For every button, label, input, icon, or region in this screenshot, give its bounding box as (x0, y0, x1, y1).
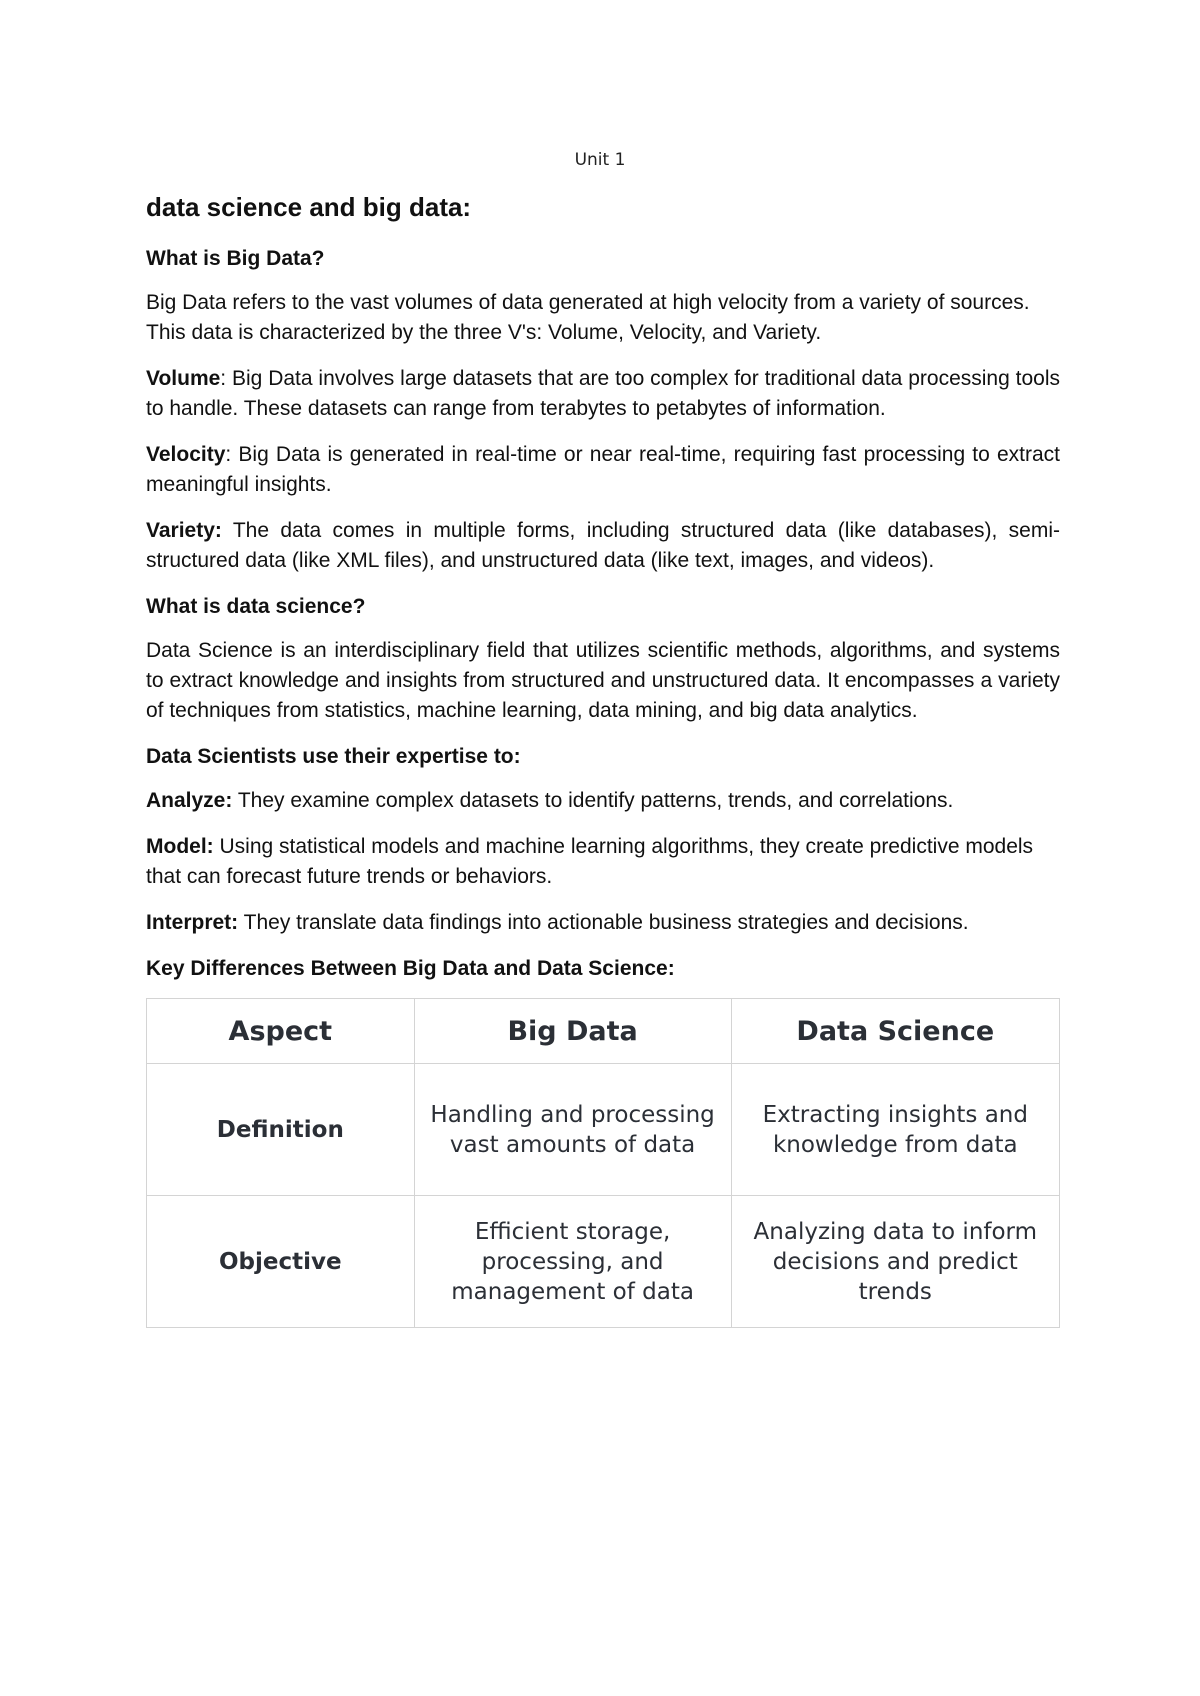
analyze-term: Analyze: (146, 789, 233, 812)
table-row (147, 1064, 1060, 1196)
page-header: Unit 1 (574, 150, 626, 170)
variety-term: Variety: (146, 519, 222, 542)
row-aspect-cell: Definition (147, 1064, 415, 1196)
volume-text: : Big Data involves large datasets that are too complex for traditional data processing tools to handle. These datasets can range from terabytes to petabytes of information. (146, 367, 1060, 420)
interpret-term: Interpret: (146, 911, 239, 934)
document-body (146, 190, 1060, 1328)
variety-paragraph (146, 516, 1060, 576)
expertise-heading: Data Scientists use their expertise to: (146, 745, 521, 768)
big-data-intro: Big Data refers to the vast volumes of data generated at high velocity from a variety of sources. This data is characterized by the three V's: Volume, Velocity, and Variety. (146, 291, 1030, 344)
analyze-text: They examine complex datasets to identify patterns, trends, and correlations. (232, 789, 954, 812)
row-aspect-cell: Objective (147, 1196, 415, 1328)
data-science-intro: Data Science is an interdisciplinary field that utilizes scientific methods, algorithms, and systems to extract knowledge and insights from structured and unstructured data. It encompasses a variety of techniques from statistics, machine learning, data mining, and big data analytics. (146, 639, 1060, 722)
model-paragraph (146, 832, 1060, 892)
row-data-science-cell: Extracting insights and knowledge from data (731, 1064, 1059, 1196)
interpret-paragraph (146, 908, 1060, 938)
big-data-heading: What is Big Data? (146, 247, 325, 270)
variety-text: The data comes in multiple forms, including structured data (like databases), semi-structured data (like XML files), and unstructured data (like text, images, and videos). (146, 519, 1060, 572)
column-header-big-data: Big Data (414, 999, 731, 1064)
model-text: Using statistical models and machine learning algorithms, they create predictive models that can forecast future trends or behaviors. (146, 835, 1034, 888)
model-term: Model: (146, 835, 214, 858)
table-row (147, 1196, 1060, 1328)
data-science-heading: What is data science? (146, 595, 366, 618)
comparison-heading: Key Differences Between Big Data and Data Science: (146, 957, 675, 980)
velocity-paragraph (146, 440, 1060, 500)
document-title: data science and big data: (146, 192, 472, 222)
velocity-term: Velocity (146, 443, 226, 466)
column-header-aspect: Aspect (147, 999, 415, 1064)
comparison-table (146, 998, 1060, 1328)
volume-paragraph (146, 364, 1060, 424)
row-data-science-cell: Analyzing data to inform decisions and predict trends (731, 1196, 1059, 1328)
volume-term: Volume (146, 367, 221, 390)
analyze-paragraph (146, 786, 1060, 816)
column-header-data-science: Data Science (731, 999, 1059, 1064)
velocity-text: : Big Data is generated in real-time or near real-time, requiring fast processing to extract meaningful insights. (146, 443, 1060, 496)
row-big-data-cell: Efficient storage, processing, and management of data (414, 1196, 731, 1328)
row-big-data-cell: Handling and processing vast amounts of data (414, 1064, 731, 1196)
interpret-text: They translate data findings into actionable business strategies and decisions. (238, 911, 969, 934)
table-header-row (147, 999, 1060, 1064)
